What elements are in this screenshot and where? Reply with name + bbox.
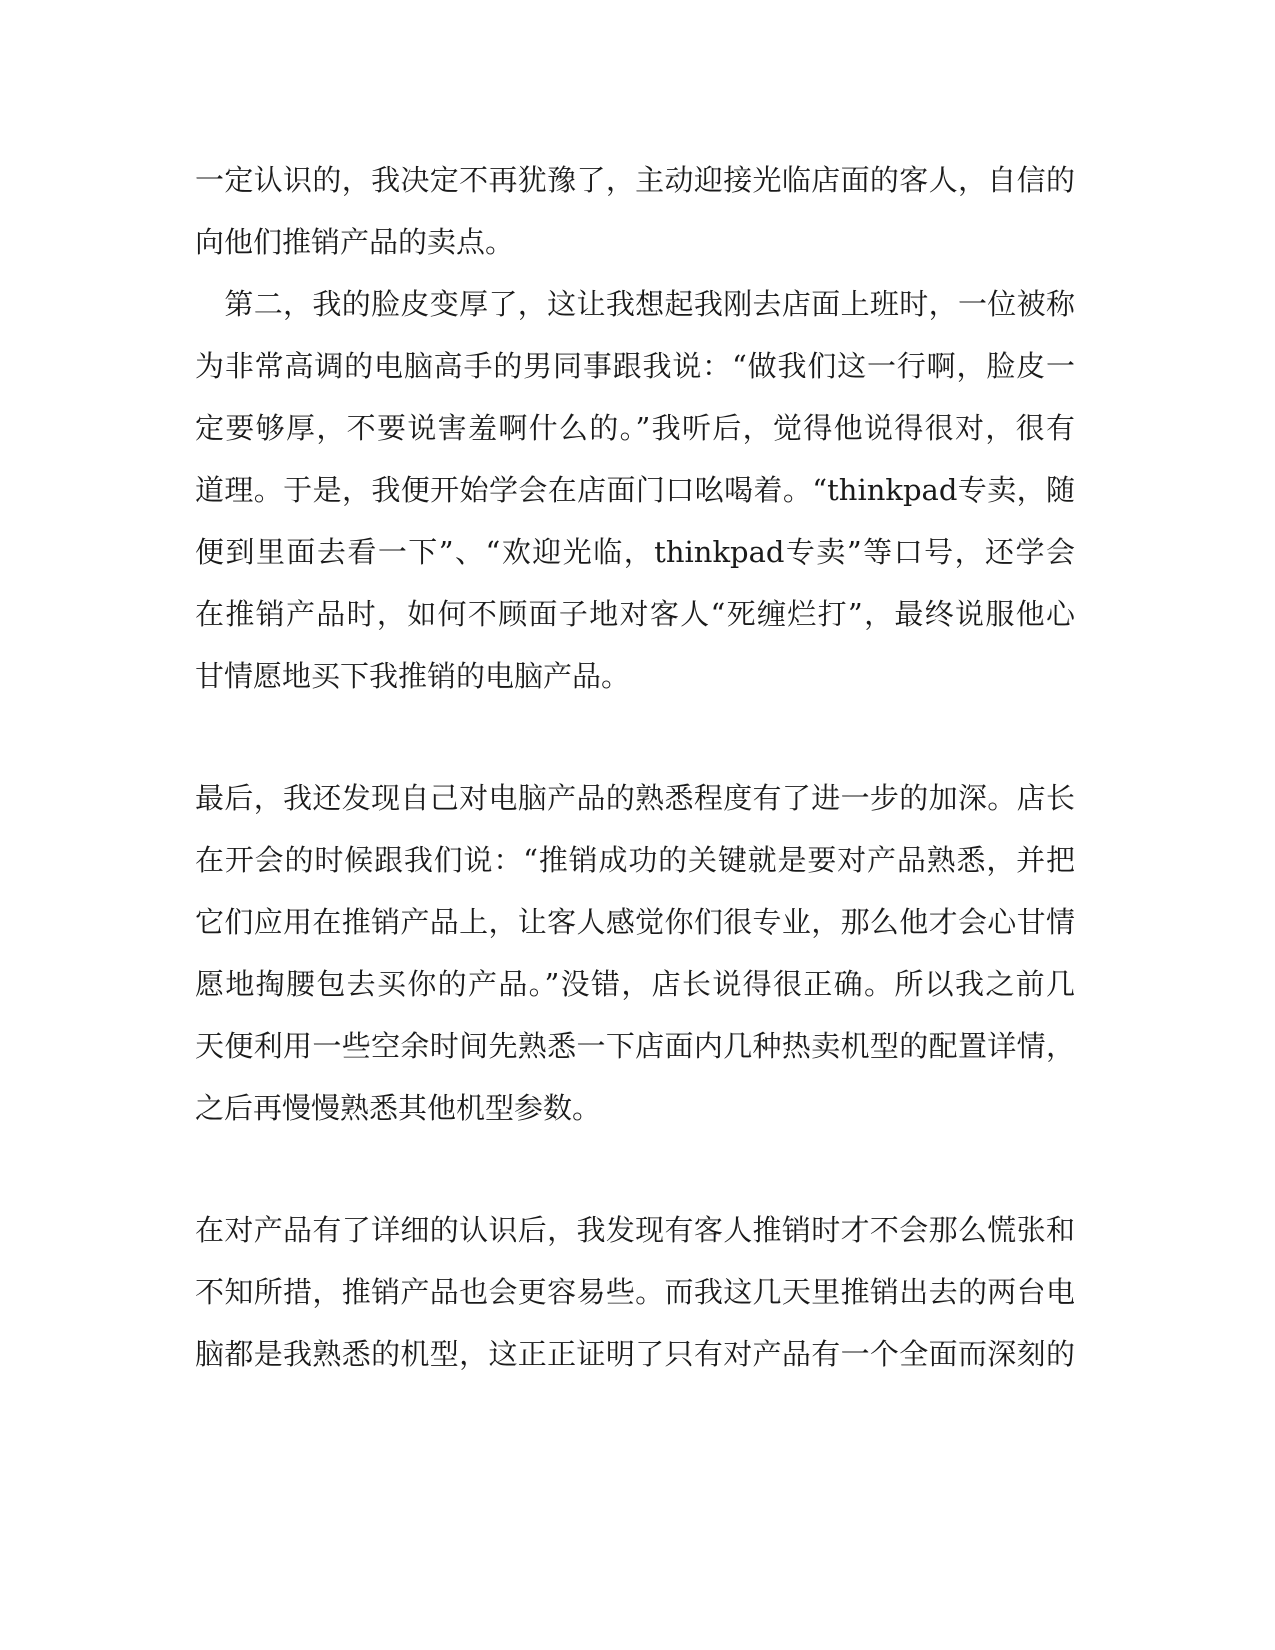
text-line: 它们应用在推销产品上，让客人感觉你们很专业，那么他才会心甘情: [195, 905, 1075, 939]
text-line: 脑都是我熟悉的机型，这正正证明了只有对产品有一个全面而深刻的: [195, 1337, 1075, 1371]
text-line: 第二，我的脸皮变厚了，这让我想起我刚去店面上班时，一位被称: [195, 287, 1075, 321]
text-line: 天便利用一些空余时间先熟悉一下店面内几种热卖机型的配置详情，: [195, 1029, 1075, 1063]
text-line: 道理。于是，我便开始学会在店面门口吆喝着。“thinkpad专卖，随: [195, 473, 1075, 507]
text-line: 向他们推销产品的卖点。: [195, 225, 515, 259]
text-line: 不知所措，推销产品也会更容易些。而我这几天里推销出去的两台电: [195, 1275, 1075, 1309]
text-line: 最后，我还发现自己对电脑产品的熟悉程度有了进一步的加深。店长: [195, 781, 1075, 815]
text-line: 在推销产品时，如何不顾面子地对客人“死缠烂打”，最终说服他心: [195, 597, 1075, 631]
text-line: 为非常高调的电脑高手的男同事跟我说：“做我们这一行啊，脸皮一: [195, 349, 1075, 383]
text-line: 定要够厚，不要说害羞啊什么的。”我听后，觉得他说得很对，很有: [195, 411, 1075, 445]
text-line: 一定认识的，我决定不再犹豫了，主动迎接光临店面的客人，自信的: [195, 163, 1075, 197]
text-line: 便到里面去看一下”、“欢迎光临，thinkpad专卖”等口号，还学会: [195, 535, 1075, 569]
text-line: 甘情愿地买下我推销的电脑产品。: [195, 659, 631, 693]
text-line: 之后再慢慢熟悉其他机型参数。: [195, 1091, 602, 1125]
text-line: 愿地掏腰包去买你的产品。”没错，店长说得很正确。所以我之前几: [195, 967, 1075, 1001]
text-line: 在对产品有了详细的认识后，我发现有客人推销时才不会那么慌张和: [195, 1213, 1075, 1247]
text-line: 在开会的时候跟我们说：“推销成功的关键就是要对产品熟悉，并把: [195, 843, 1075, 877]
